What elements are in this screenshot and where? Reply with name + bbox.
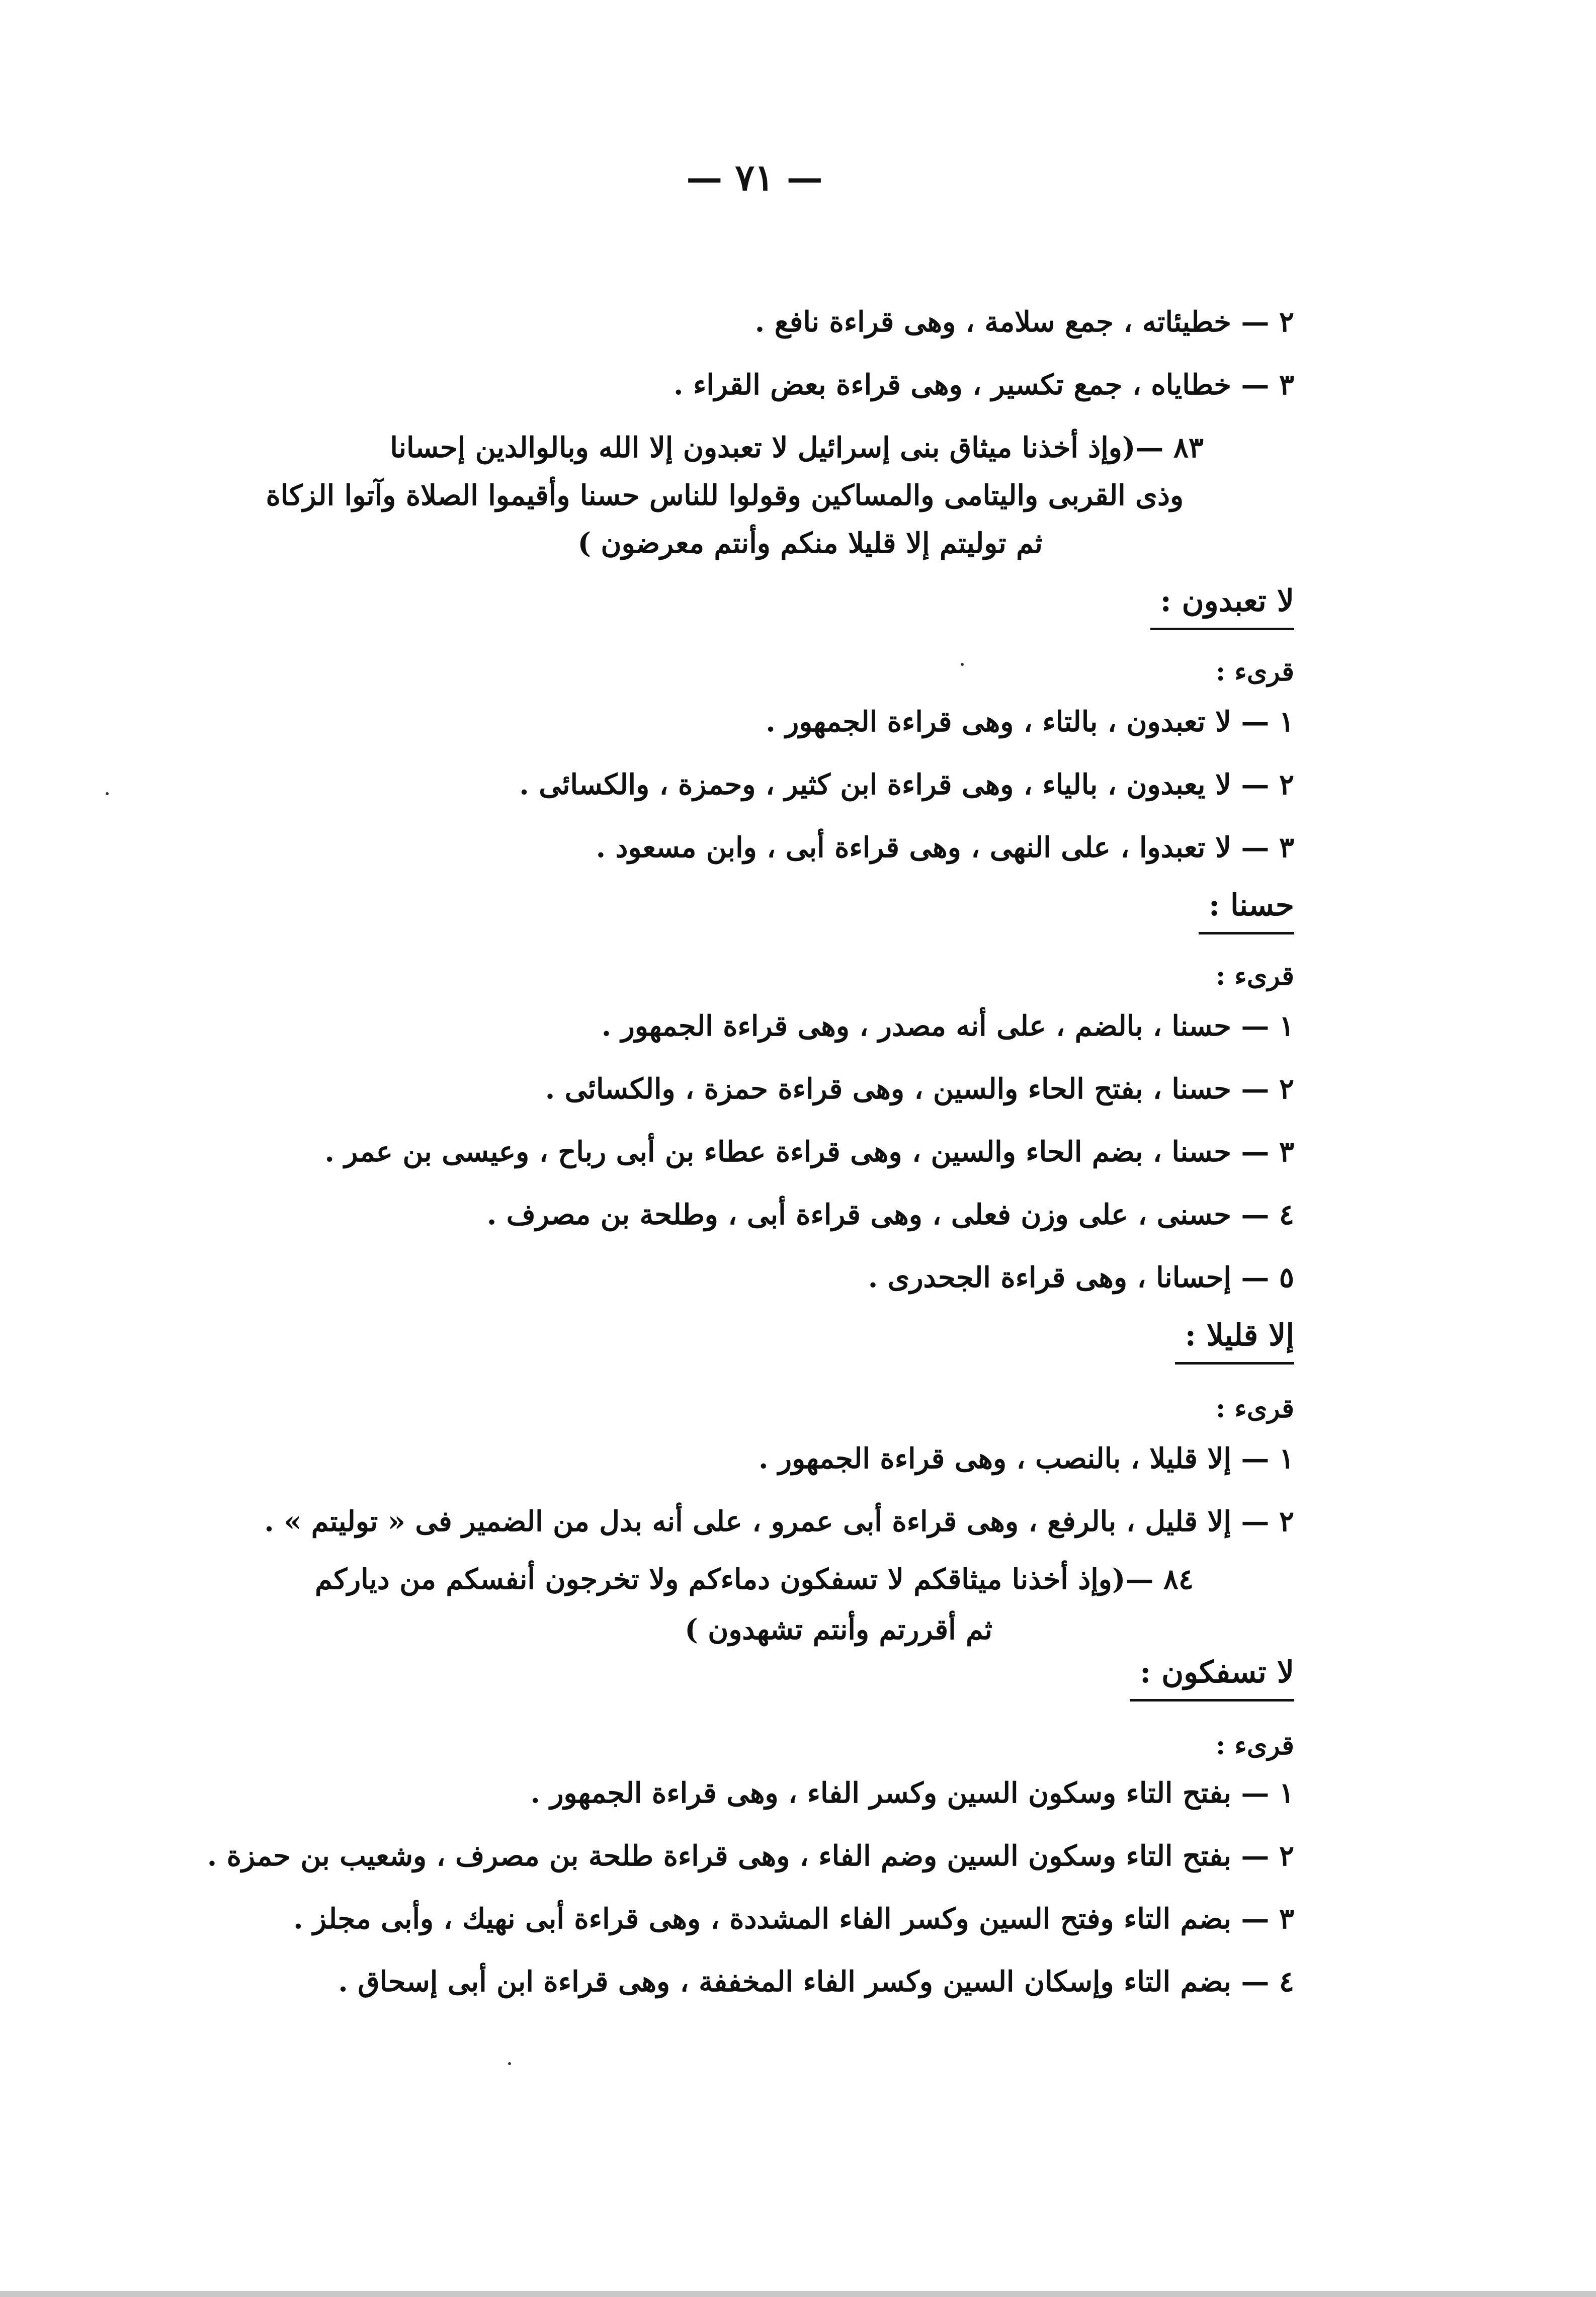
- verse-83-line-1: ٨٣ —(وإذ أخذنا ميثاق بنى إسرائيل لا تعبدون إلا الله وبالوالدين إحسانا: [390, 431, 1204, 464]
- verse-84-line-2: ثم أقررتم وأنتم تشهدون ): [685, 1613, 992, 1646]
- readings-label: قرىء :: [1216, 961, 1294, 991]
- reading-item: ١ — إلا قليلا ، بالنصب ، وهى قراءة الجمهور .: [758, 1442, 1294, 1475]
- readings-label: قرىء :: [1216, 656, 1294, 687]
- scan-speck: [106, 792, 109, 795]
- reading-item: ٢ — حسنا ، بفتح الحاء والسين ، وهى قراءة حمزة ، والكسائى .: [545, 1072, 1294, 1105]
- readings-label: قرىء :: [1216, 1730, 1294, 1761]
- verse-83-line-3: ثم توليتم إلا قليلا منكم وأنتم معرضون ): [577, 527, 1043, 560]
- readings-label: قرىء :: [1216, 1393, 1294, 1424]
- reading-item: ١ — بفتح التاء وسكون السين وكسر الفاء ، وهى قراءة الجمهور .: [530, 1776, 1294, 1810]
- reading-item: ٢ — بفتح التاء وسكون السين وضم الفاء ، وهى قراءة طلحة بن مصرف ، وشعيب بن حمزة .: [207, 1839, 1294, 1873]
- verse-83-line-2: وذى القربى واليتامى والمساكين وقولوا للناس حسنا وأقيموا الصلاة وآتوا الزكاة: [266, 479, 1184, 512]
- scan-speck: [508, 2062, 511, 2065]
- reading-item: ١ — لا تعبدون ، بالتاء ، وهى قراءة الجمهور .: [766, 705, 1294, 738]
- section-heading: لا تعبدون :: [1150, 583, 1294, 630]
- reading-item: ٤ — بضم التاء وإسكان السين وكسر الفاء المخففة ، وهى قراءة ابن أبى إسحاق .: [338, 1965, 1294, 1998]
- page-number: — ٧١ —: [686, 156, 823, 199]
- reading-item: ٢ — لا يعبدون ، بالياء ، وهى قراءة ابن كثير ، وحمزة ، والكسائى .: [519, 768, 1294, 801]
- reading-item: ٢ — إلا قليل ، بالرفع ، وهى قراءة أبى عمرو ، على أنه بدل من الضمير فى « توليتم » .: [264, 1505, 1294, 1538]
- section-heading: لا تسفكون :: [1130, 1655, 1294, 1702]
- section-heading: إلا قليلا :: [1175, 1318, 1294, 1365]
- reading-item: ١ — حسنا ، بالضم ، على أنه مصدر ، وهى قراءة الجمهور .: [601, 1009, 1294, 1043]
- reading-item: ٣ — حسنا ، بضم الحاء والسين ، وهى قراءة عطاء بن أبى رباح ، وعيسى بن عمر .: [324, 1135, 1294, 1168]
- reading-item: ٣ — بضم التاء وفتح السين وكسر الفاء المشددة ، وهى قراءة أبى نهيك ، وأبى مجلز .: [293, 1902, 1294, 1935]
- reading-item: ٤ — حسنى ، على وزن فعلى ، وهى قراءة أبى ، وطلحة بن مصرف .: [486, 1198, 1294, 1231]
- scan-speck: [961, 663, 964, 666]
- text-line: ٣ — خطاياه ، جمع تكسير ، وهى قراءة بعض القراء .: [674, 368, 1294, 401]
- section-heading: حسنا :: [1199, 888, 1294, 934]
- text-line: ٢ — خطيئاته ، جمع سلامة ، وهى قراءة نافع .: [754, 305, 1294, 338]
- reading-item: ٥ — إحسانا ، وهى قراءة الجحدرى .: [868, 1261, 1294, 1294]
- reading-item: ٣ — لا تعبدوا ، على النهى ، وهى قراءة أبى ، وابن مسعود .: [596, 831, 1294, 864]
- verse-84-line-1: ٨٤ —(وإذ أخذنا ميثاقكم لا تسفكون دماءكم ولا تخرجون أنفسكم من دياركم: [315, 1563, 1194, 1596]
- bottom-border: [0, 2291, 1596, 2297]
